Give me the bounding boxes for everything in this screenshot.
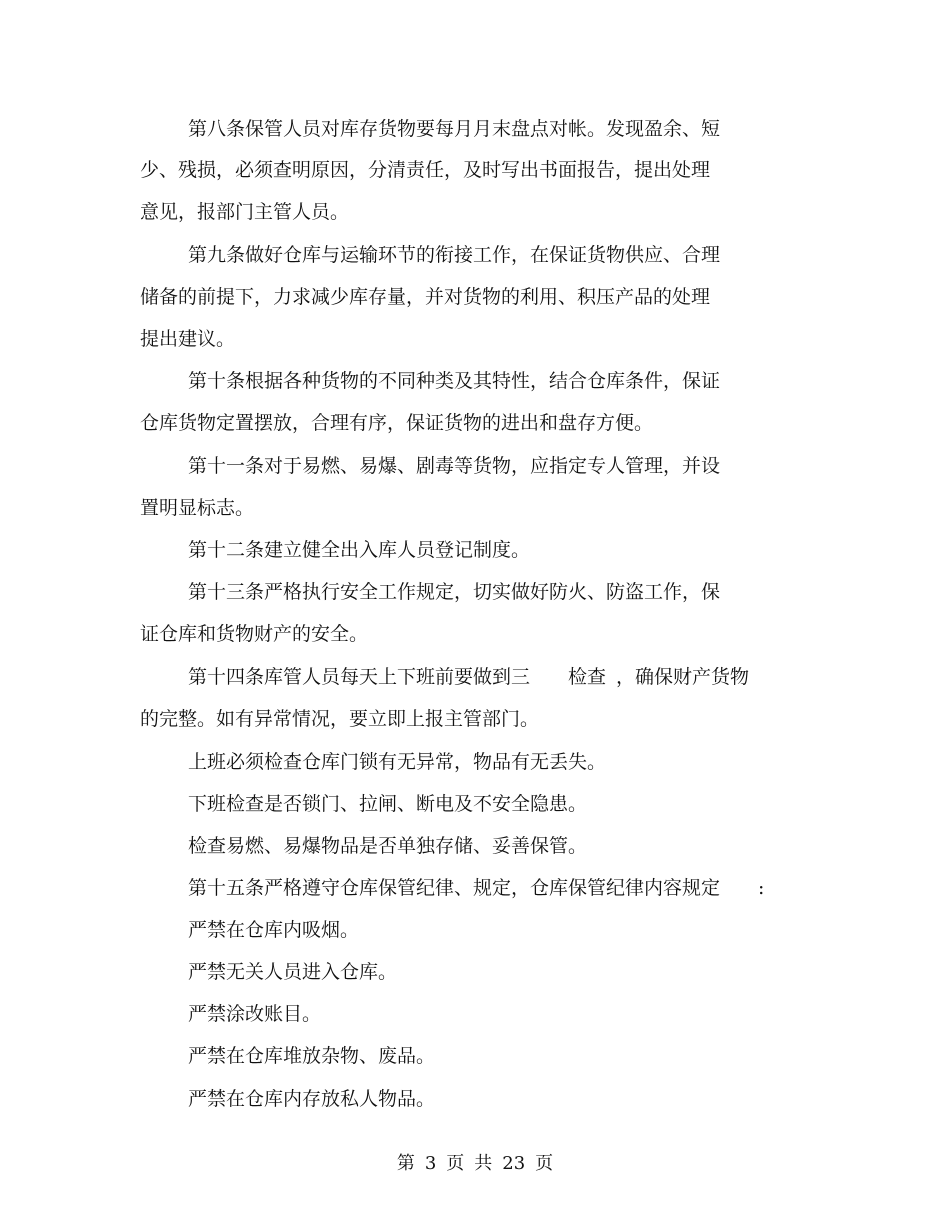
footer-label-di: 第 xyxy=(396,1153,415,1174)
article-14-text-b: 检查 xyxy=(568,666,607,688)
article-11-line-2: 置明显标志。 xyxy=(140,497,255,519)
article-15-line-1 xyxy=(188,876,764,900)
footer-label-ye: 页 xyxy=(446,1153,465,1174)
article-8-line-3: 意见，报部门主管人员。 xyxy=(140,201,350,223)
article-14-text-a: 第十四条库管人员每天上下班前要做到三 xyxy=(188,666,531,688)
article-8-line-1: 第八条保管人员对库存货物要每月月末盘点对帐。发现盈余、短 xyxy=(188,118,721,140)
article-14-text-c: ，确保财产货物 xyxy=(616,666,750,688)
article-14-item-2: 下班检查是否锁门、拉闸、断电及不安全隐患。 xyxy=(188,793,588,815)
footer-label-ye-2: 页 xyxy=(535,1153,554,1174)
article-12-line-1: 第十二条建立健全出入库人员登记制度。 xyxy=(188,539,531,561)
article-13-line-2: 证仓库和货物财产的安全。 xyxy=(140,623,369,645)
total-page-count: 23 xyxy=(502,1153,526,1174)
article-14-line-2: 的完整。如有异常情况，要立即上报主管部门。 xyxy=(140,708,540,730)
article-10-line-1: 第十条根据各种货物的不同种类及其特性，结合仓库条件，保证 xyxy=(188,370,721,392)
article-15-item-2: 严禁无关人员进入仓库。 xyxy=(188,961,398,983)
article-9-line-2: 储备的前提下，力求减少库存量，并对货物的利用、积压产品的处理 xyxy=(140,286,711,308)
current-page-number: 3 xyxy=(424,1153,437,1174)
article-11-line-1: 第十一条对于易燃、易爆、剧毒等货物，应指定专人管理，并设 xyxy=(188,455,721,477)
article-15-text-a: 第十五条严格遵守仓库保管纪律、规定，仓库保管纪律内容规定 xyxy=(188,877,721,899)
article-14-item-1: 上班必须检查仓库门锁有无异常，物品有无丢失。 xyxy=(188,751,607,773)
article-15-item-1: 严禁在仓库内吸烟。 xyxy=(188,919,360,941)
article-15-item-4: 严禁在仓库堆放杂物、废品。 xyxy=(188,1045,436,1067)
article-8-line-2: 少、残损，必须查明原因，分清责任，及时写出书面报告，提出处理 xyxy=(140,159,711,181)
article-10-line-2: 仓库货物定置摆放，合理有序，保证货物的进出和盘存方便。 xyxy=(140,412,654,434)
page-footer xyxy=(0,1152,950,1176)
article-15-colon: : xyxy=(758,877,765,899)
footer-label-gong: 共 xyxy=(474,1153,493,1174)
article-9-line-3: 提出建议。 xyxy=(140,328,236,350)
article-14-line-1 xyxy=(188,665,749,689)
article-9-line-1: 第九条做好仓库与运输环节的衔接工作，在保证货物供应、合理 xyxy=(188,244,721,266)
article-15-item-5: 严禁在仓库内存放私人物品。 xyxy=(188,1088,436,1110)
article-13-line-1: 第十三条严格执行安全工作规定，切实做好防火、防盗工作，保 xyxy=(188,581,721,603)
article-15-item-3: 严禁涂改账目。 xyxy=(188,1003,322,1025)
article-14-item-3: 检查易燃、易爆物品是否单独存储、妥善保管。 xyxy=(188,835,588,857)
